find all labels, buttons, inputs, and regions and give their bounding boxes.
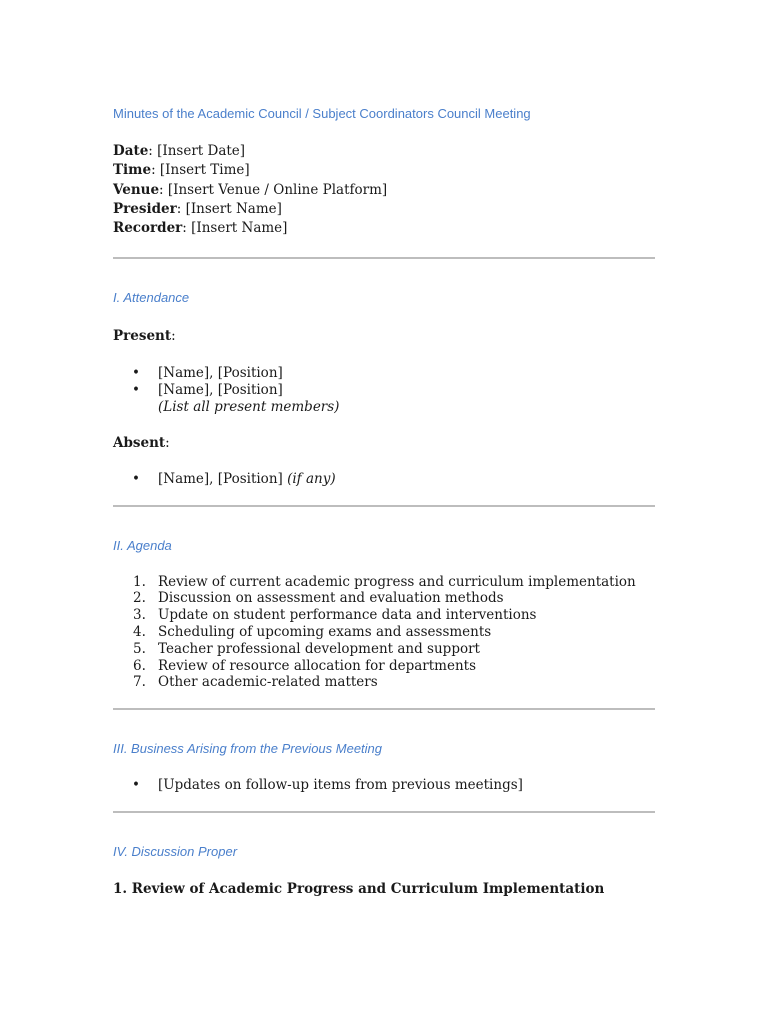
meta-venue: [113, 181, 655, 200]
agenda-list: [113, 574, 655, 692]
agenda-item-number: 6.: [133, 657, 146, 674]
agenda-item-text: Other academic-related matters: [158, 674, 378, 691]
agenda-item: [113, 641, 655, 658]
discussion-heading: IV. Discussion Proper: [113, 844, 238, 860]
meta-value: : [Insert Name]: [176, 200, 282, 217]
bullet-icon: •: [132, 470, 140, 487]
present-label-text: Present: [113, 328, 172, 345]
document-body: [113, 104, 655, 899]
meta-recorder: [113, 219, 655, 238]
absent-colon: :: [165, 434, 170, 451]
agenda-item: [113, 658, 655, 675]
list-item-text: [Name], [Position]: [158, 470, 288, 487]
meta-date: [113, 142, 655, 161]
section-divider: [113, 811, 655, 813]
agenda-item-text: Scheduling of upcoming exams and assessments: [158, 624, 492, 641]
agenda-item-text: Review of current academic progress and curriculum implementation: [158, 573, 636, 590]
agenda-item-number: 7.: [133, 674, 146, 691]
meta-value: : [Insert Time]: [151, 162, 250, 179]
list-item: [113, 365, 655, 382]
meeting-details: [113, 142, 655, 238]
agenda-item: [113, 574, 655, 591]
list-item: [113, 471, 655, 488]
agenda-item: [113, 674, 655, 691]
agenda-item-number: 3.: [133, 607, 146, 624]
agenda-item: [113, 607, 655, 624]
bullet-icon: •: [132, 777, 140, 794]
business-arising-heading: III. Business Arising from the Previous Meeting: [113, 741, 383, 757]
meta-value: : [Insert Venue / Online Platform]: [159, 181, 388, 198]
present-note: (List all present members): [158, 399, 340, 416]
agenda-heading: II. Agenda: [113, 537, 172, 553]
agenda-item-text: Discussion on assessment and evaluation methods: [158, 590, 504, 607]
meta-value: : [Insert Name]: [182, 220, 288, 237]
document-title: Minutes of the Academic Council / Subject Coordinators Council Meeting: [113, 106, 531, 121]
section-divider: [113, 708, 655, 710]
list-item-text: [Name], [Position]: [158, 382, 283, 399]
meta-label: Presider: [113, 200, 177, 217]
section-divider: [113, 505, 655, 507]
agenda-item-number: 5.: [133, 640, 146, 657]
meta-label: Date: [113, 143, 149, 159]
agenda-item: [113, 624, 655, 641]
meta-label: Venue: [113, 181, 160, 198]
agenda-item-text: Update on student performance data and interventions: [158, 607, 537, 624]
list-note: [113, 399, 655, 416]
present-label: [113, 327, 655, 346]
business-arising-list: [113, 777, 655, 794]
meta-value: : [Insert Date]: [148, 143, 246, 159]
absent-list: [113, 471, 655, 488]
absent-label: [113, 434, 655, 453]
list-item: [113, 777, 655, 794]
agenda-item-text: Review of resource allocation for departments: [158, 657, 477, 674]
meta-label: Recorder: [113, 220, 183, 237]
meta-label: Time: [113, 162, 152, 179]
agenda-item-text: Teacher professional development and support: [158, 640, 480, 657]
agenda-item-number: 4.: [133, 624, 146, 641]
agenda-item-number: 1.: [133, 573, 146, 590]
list-item-text: [Name], [Position]: [158, 365, 283, 382]
agenda-item: [113, 590, 655, 607]
agenda-item-number: 2.: [133, 590, 146, 607]
bullet-icon: •: [132, 365, 140, 382]
present-list: [113, 365, 655, 415]
list-item-text: [Updates on follow-up items from previous meetings]: [158, 777, 523, 794]
section-divider: [113, 257, 655, 259]
meta-presider: [113, 200, 655, 219]
list-item: [113, 382, 655, 399]
attendance-heading: I. Attendance: [113, 290, 190, 306]
present-colon: :: [171, 328, 176, 345]
discussion-subheading: 1. Review of Academic Progress and Curriculum Implementation: [113, 881, 605, 898]
absent-note: (if any): [287, 470, 336, 487]
absent-label-text: Absent: [113, 434, 166, 451]
meta-time: [113, 161, 655, 180]
bullet-icon: •: [132, 382, 140, 399]
